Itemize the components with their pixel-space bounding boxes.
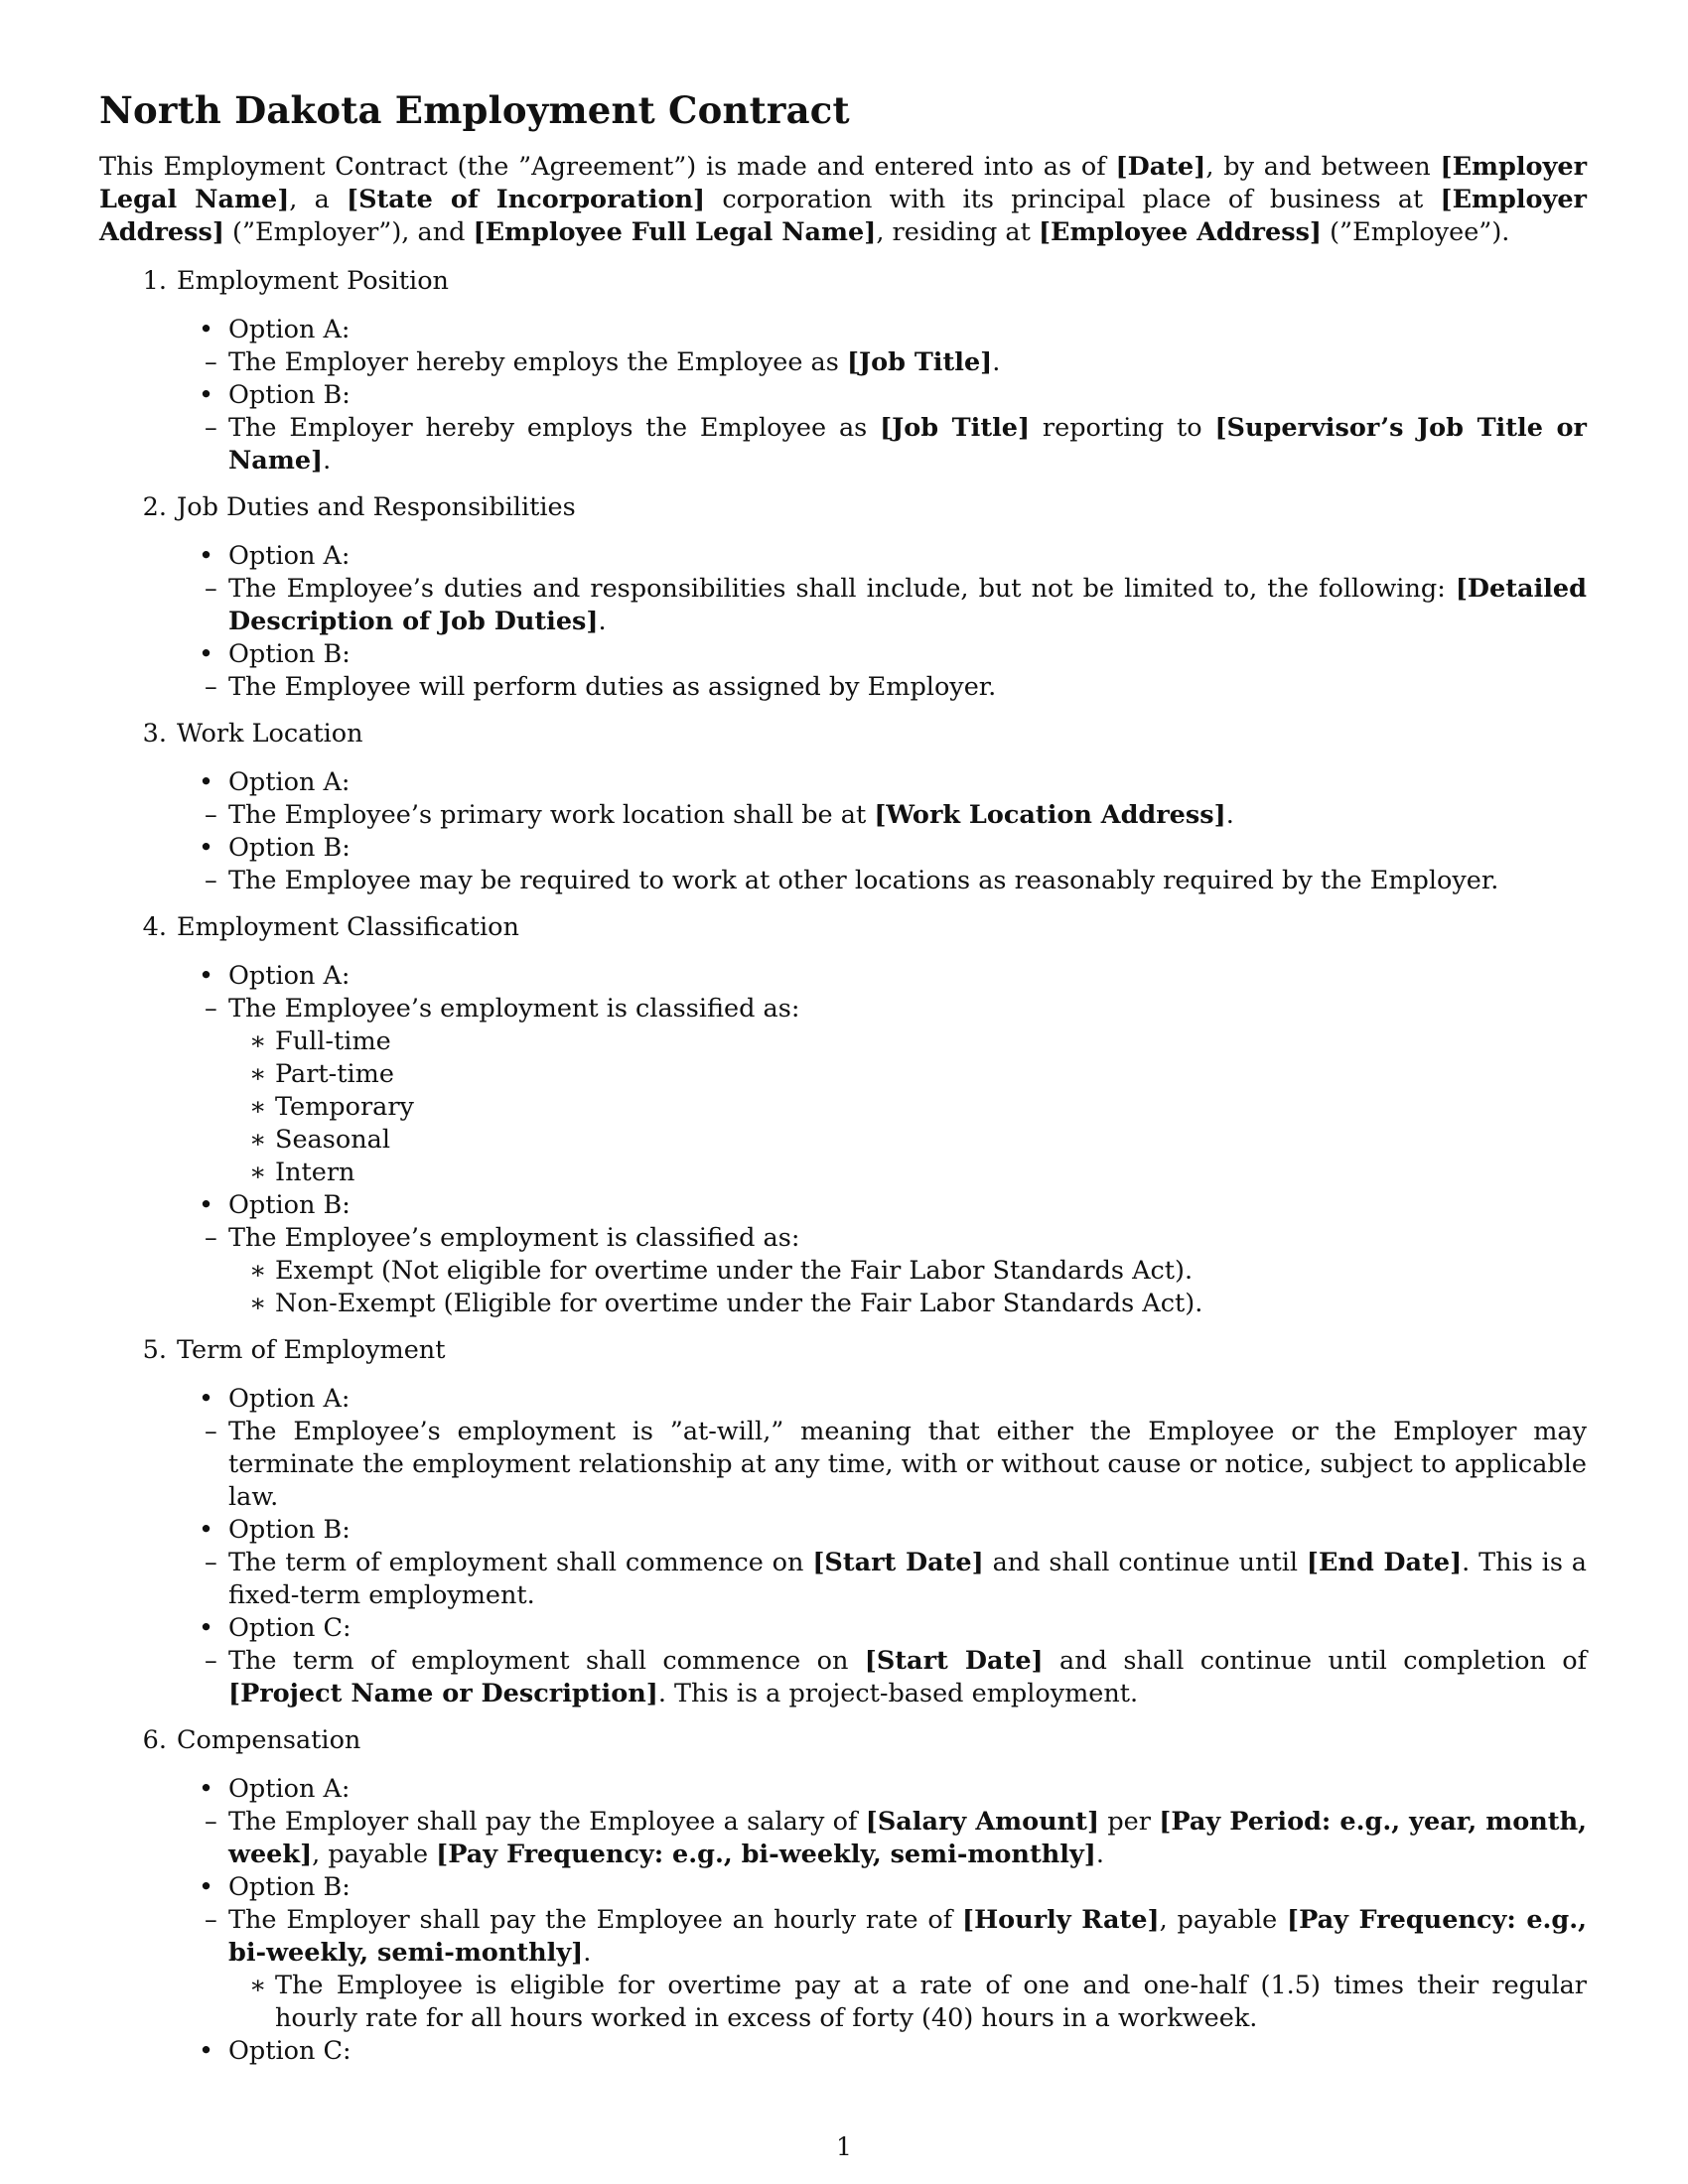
option-clauses [179,993,1587,1189]
bullet-icon: • [199,315,214,344]
section-2 [99,491,1587,704]
placeholder-field: [Work Location Address] [874,800,1226,830]
text-run: reporting to [1030,413,1215,443]
clause-item [179,799,1587,832]
dash-icon: – [205,994,217,1024]
option-label: Option B: [228,1190,351,1220]
sub-clause-text: Part-time [275,1059,394,1089]
placeholder-field: [Date] [1115,152,1206,182]
option-clauses [179,573,1587,638]
text-run: The Employee’s employment is classified as: [228,994,800,1024]
option-item [99,379,1587,478]
option-item [99,1189,1587,1320]
section-heading [133,491,1587,524]
section-6 [99,1724,1587,2068]
sub-clause-item [228,1288,1587,1320]
dash-icon: – [205,1807,217,1837]
dash-icon: – [205,347,217,377]
asterisk-icon: ∗ [249,1092,267,1122]
bullet-icon: • [199,767,214,797]
sub-clause-text: Seasonal [275,1125,390,1155]
option-clauses [179,1806,1587,1871]
bullet-icon: • [199,1613,214,1643]
option-label: Option B: [228,380,351,410]
text-run: per [1099,1807,1160,1837]
bullet-icon: • [199,639,214,669]
placeholder-field: [Project Name or Description] [228,1679,658,1708]
dash-icon: – [205,866,217,895]
sub-clause-item [228,1025,1587,1058]
option-label: Option B: [228,1872,351,1902]
bullet-icon: • [199,1872,214,1902]
clause-item [179,346,1587,379]
asterisk-icon: ∗ [249,1026,267,1056]
section-heading [133,911,1587,944]
text-run: (”Employee”). [1322,217,1510,247]
text-run: This Employment Contract (the ”Agreement”) is made and entered into as of [99,152,1116,182]
bullet-icon: • [199,833,214,863]
section-4 [99,911,1587,1320]
clause-item [179,1645,1587,1710]
text-run: . [1095,1840,1104,1869]
placeholder-field: [Supervisor’s Job Title or Name] [228,413,1587,476]
option-label: Option A: [228,961,351,991]
text-run: The term of employment shall commence on [228,1646,865,1676]
sub-clause-item [228,1255,1587,1288]
placeholder-field: [Job Title] [880,413,1031,443]
option-item [99,1383,1587,1514]
text-run: , payable [1159,1905,1288,1935]
option-label: Option C: [228,2036,352,2066]
text-run: . [598,607,607,636]
placeholder-field: [Pay Period: e.g., year, month, week] [228,1807,1588,1869]
section-title: Employment Position [177,266,449,296]
section-number: 2. [142,492,167,522]
sub-clause-item [228,1058,1587,1091]
section-title: Term of Employment [177,1335,446,1365]
placeholder-field: [Start Date] [812,1548,984,1577]
section-number: 4. [142,912,167,942]
intro-paragraph [99,151,1587,249]
text-run: The Employee will perform duties as assigned by Employer. [228,672,997,702]
document-title: North Dakota Employment Contract [99,88,850,132]
section-5 [99,1334,1587,1710]
option-item [99,540,1587,638]
dash-icon: – [205,1548,217,1577]
dash-icon: – [205,672,217,702]
text-run: . [1225,800,1234,830]
clause-item [179,1222,1587,1320]
option-item [99,638,1587,704]
option-item [99,1612,1587,1710]
option-item [99,1514,1587,1612]
placeholder-field: [End Date] [1306,1548,1463,1577]
option-label: Option A: [228,767,351,797]
option-label: Option C: [228,1613,352,1643]
bullet-icon: • [199,380,214,410]
clause-item [179,1416,1587,1514]
section-number: 5. [142,1335,167,1365]
option-clauses [179,412,1587,478]
sections-list [99,265,1587,2068]
asterisk-icon: ∗ [249,1059,267,1089]
asterisk-icon: ∗ [249,1289,267,1318]
option-clauses [179,865,1587,897]
bullet-icon: • [199,1190,214,1220]
text-run: The Employee’s employment is classified as: [228,1223,800,1253]
option-clauses [179,1547,1587,1612]
options-list [99,960,1587,1320]
sub-clauses [228,1970,1587,2035]
text-run: The Employer hereby employs the Employee as [228,347,847,377]
option-label: Option A: [228,315,351,344]
asterisk-icon: ∗ [249,1158,267,1187]
option-clauses [179,1645,1587,1710]
text-run: The Employee may be required to work at other locations as reasonably required by the Employer. [228,866,1499,895]
placeholder-field: [Detailed Description of Job Duties] [228,574,1587,636]
text-run: . This is a project-based employment. [657,1679,1139,1708]
sub-clause-item [228,1091,1587,1124]
sub-clauses [228,1025,1587,1189]
option-item [99,314,1587,379]
placeholder-field: [Salary Amount] [865,1807,1100,1837]
section-heading [133,718,1587,751]
text-run: The term of employment shall commence on [228,1548,813,1577]
option-label: Option A: [228,1384,351,1414]
dash-icon: – [205,413,217,443]
text-run: . [323,446,332,476]
sub-clause-text: Exempt (Not eligible for overtime under the Fair Labor Standards Act). [275,1256,1194,1286]
section-heading [133,1724,1587,1757]
asterisk-icon: ∗ [249,1971,267,2000]
text-run: , by and between [1205,152,1441,182]
section-heading [133,265,1587,298]
clause-item [179,993,1587,1189]
section-heading [133,1334,1587,1367]
options-list [99,314,1587,478]
section-number: 1. [142,266,167,296]
dash-icon: – [205,1646,217,1676]
text-run: , payable [312,1840,437,1869]
option-clauses [179,671,1587,704]
option-item [99,2035,1587,2068]
option-label: Option B: [228,833,351,863]
bullet-icon: • [199,1774,214,1804]
options-list [99,766,1587,897]
section-title: Job Duties and Responsibilities [177,492,576,522]
asterisk-icon: ∗ [249,1125,267,1155]
text-run: , a [289,185,348,214]
section-title: Compensation [177,1725,361,1755]
text-run: The Employer hereby employs the Employee as [228,413,881,443]
placeholder-field: [Employee Full Legal Name] [473,217,877,247]
options-list [99,540,1587,704]
sub-clause-text: Full-time [275,1026,391,1056]
text-run: and shall continue until [983,1548,1307,1577]
placeholder-field: [Pay Frequency: e.g., bi-weekly, semi-monthly] [436,1840,1096,1869]
text-run: The Employer shall pay the Employee a salary of [228,1807,866,1837]
sub-clauses [228,1255,1587,1320]
option-clauses [179,346,1587,379]
option-clauses [179,1904,1587,2035]
section-3 [99,718,1587,897]
options-list [99,1773,1587,2068]
placeholder-field: [Start Date] [864,1646,1044,1676]
bullet-icon: • [199,541,214,571]
text-run: corporation with its principal place of business at [705,185,1441,214]
text-run: The Employee’s duties and responsibilities shall include, but not be limited to, the following: [228,574,1456,604]
dash-icon: – [205,1223,217,1253]
placeholder-field: [Employee Address] [1038,217,1322,247]
section-title: Employment Classification [177,912,519,942]
text-run: . This is a fixed-term employment. [228,1548,1588,1610]
placeholder-field: [Hourly Rate] [962,1905,1160,1935]
text-run: (”Employer”), and [223,217,474,247]
clause-item [179,1806,1587,1871]
option-item [99,960,1587,1189]
text-run: , residing at [876,217,1039,247]
text-run: The Employee’s primary work location shall be at [228,800,875,830]
section-number: 3. [142,719,167,749]
option-label: Option B: [228,639,351,669]
sub-clause-text: Temporary [275,1092,414,1122]
bullet-icon: • [199,961,214,991]
options-list [99,1383,1587,1710]
option-item [99,1773,1587,1871]
sub-clause-text: Intern [275,1158,355,1187]
sub-clause-item [228,1970,1587,2035]
section-title: Work Location [177,719,363,749]
document-page [99,87,1587,2082]
placeholder-field: [Pay Frequency: e.g., bi-weekly, semi-monthly] [228,1905,1588,1968]
section-1 [99,265,1587,478]
option-item [99,1871,1587,2035]
clause-item [179,671,1587,704]
placeholder-field: [State of Incorporation] [347,185,706,214]
dash-icon: – [205,1417,217,1446]
option-clauses [179,1222,1587,1320]
sub-clause-text: The Employee is eligible for overtime pay at a rate of one and one-half (1.5) times their regular hourly rate for all hours worked in excess of forty (40) hours in a workweek. [275,1971,1587,2033]
placeholder-field: [Employer Address] [99,185,1587,247]
section-number: 6. [142,1725,167,1755]
placeholder-field: [Employer Legal Name] [99,152,1587,214]
text-run: The Employer shall pay the Employee an hourly rate of [228,1905,962,1935]
text-run: . [992,347,1001,377]
dash-icon: – [205,800,217,830]
bullet-icon: • [199,2036,214,2066]
option-label: Option B: [228,1515,351,1545]
bullet-icon: • [199,1384,214,1414]
page-number: 1 [836,2132,852,2161]
option-label: Option A: [228,1774,351,1804]
dash-icon: – [205,1905,217,1935]
text-run: . [583,1938,592,1968]
option-item [99,832,1587,897]
clause-item [179,865,1587,897]
text-run: and shall continue until completion of [1043,1646,1588,1676]
clause-item [179,412,1587,478]
sub-clause-text: Non-Exempt (Eligible for overtime under the Fair Labor Standards Act). [275,1289,1203,1318]
option-clauses [179,1416,1587,1514]
sub-clause-item [228,1124,1587,1157]
clause-item [179,573,1587,638]
sub-clause-item [228,1157,1587,1189]
option-label: Option A: [228,541,351,571]
option-item [99,766,1587,832]
placeholder-field: [Job Title] [846,347,993,377]
clause-item [179,1547,1587,1612]
asterisk-icon: ∗ [249,1256,267,1286]
text-run: The Employee’s employment is ”at-will,” meaning that either the Employee or the Employer may terminate the employment relationship at any time, with or without cause or notice, subject to applicable law. [228,1417,1587,1512]
bullet-icon: • [199,1515,214,1545]
option-clauses [179,799,1587,832]
clause-item [179,1904,1587,2035]
dash-icon: – [205,574,217,604]
